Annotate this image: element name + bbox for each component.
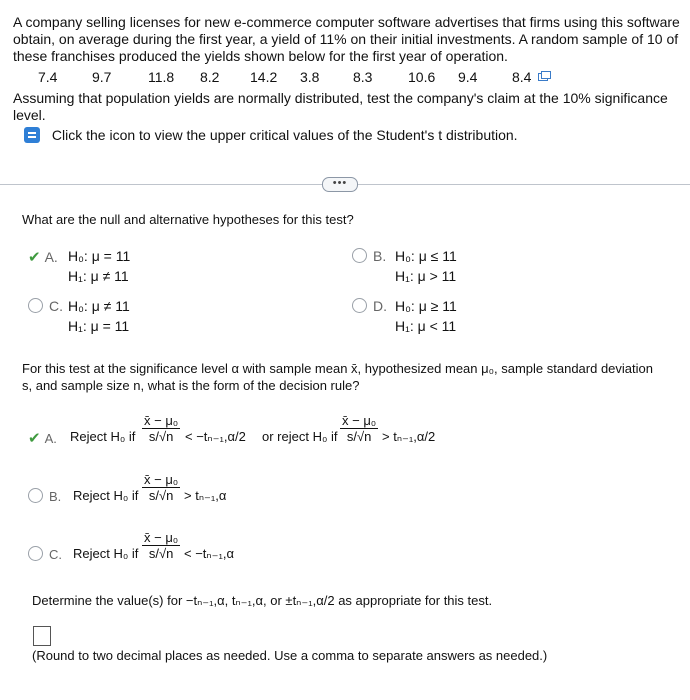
t-table-link[interactable] [24,127,518,144]
fraction-denominator: s/√n [148,488,174,503]
problem-line-4: Assuming that population yields are normally distributed, test the company's claim at the 10% significance [13,90,668,106]
t-table-link-text[interactable]: Click the icon to view the upper critical values of the Student's t distribution. [51,127,518,143]
fraction-numerator: x̄ − μ₀ [144,530,179,545]
q2-option-b-cmp: > tₙ₋₁,α [184,488,227,503]
q1-prompt: What are the null and alternative hypotheses for this test? [22,212,354,227]
fraction-numerator: x̄ − μ₀ [144,472,179,487]
q1-option-c[interactable]: C. [28,298,63,314]
fraction-denominator: s/√n [148,546,174,561]
q2-option-a[interactable]: ✔ A. [28,430,57,447]
q1-option-d-h1: H₁: μ < 11 [395,318,457,334]
q2-option-c-prefix: Reject H₀ if [73,546,139,561]
radio-button[interactable] [28,546,43,561]
radio-button[interactable] [352,298,367,313]
q2-option-a-prefix: Reject H₀ if [70,429,136,444]
problem-line-3: these franchises produced the yields shown below for the first year of operation. [13,48,508,64]
q2-option-b-prefix: Reject H₀ if [73,488,139,503]
expand-more-button[interactable]: ••• [322,177,358,192]
q2-prompt-line-2: s, and sample size n, what is the form of the decision rule? [22,378,360,393]
test-statistic-fraction [142,530,180,561]
q1-option-a-h0: H₀: μ = 11 [68,248,131,264]
q2-option-a-mid: or reject H₀ if [262,429,338,444]
q3-hint: (Round to two decimal places as needed. Use a comma to separate answers as needed.) [32,648,548,663]
q1-option-b-h0: H₀: μ ≤ 11 [395,248,457,264]
yield-value: 11.8 [148,69,175,85]
q3-prompt: Determine the value(s) for −tₙ₋₁,α, tₙ₋₁,α, or ±tₙ₋₁,α/2 as appropriate for this test. [32,593,493,608]
yield-value: 8.2 [200,69,220,85]
yield-value: 8.3 [353,69,373,85]
yield-value: 3.8 [300,69,320,85]
copy-data-icon[interactable] [538,70,551,86]
q2-option-b[interactable]: B. [28,488,61,504]
q2-option-c-cmp: < −tₙ₋₁,α [184,546,234,561]
q2-option-a-cmp2: > tₙ₋₁,α/2 [382,429,436,444]
yield-value: 7.4 [38,69,58,85]
q2-prompt-line-1: For this test at the significance level α with sample mean x̄, hypothesized mean μ₀, sample standard deviation [22,361,653,376]
problem-line-2: obtain, on average during the first year, a yield of 11% on their initial investments. A random sample of 10 of [13,31,679,47]
q1-option-c-h0: H₀: μ ≠ 11 [68,298,130,314]
q1-option-d-h0: H₀: μ ≥ 11 [395,298,457,314]
q1-option-b[interactable]: B. [352,248,386,264]
problem-line-1: A company selling licenses for new e-commerce computer software advertises that firms using this software [13,14,680,30]
radio-button[interactable] [28,298,43,313]
yield-value: 9.4 [458,69,478,85]
test-statistic-fraction [142,472,180,503]
fraction-denominator: s/√n [346,429,372,444]
q2-option-a-cmp1: < −tₙ₋₁,α/2 [185,429,246,444]
q1-option-a-h1: H₁: μ ≠ 11 [68,268,129,284]
radio-button[interactable] [28,488,43,503]
q1-option-c-h1: H₁: μ = 11 [68,318,130,334]
test-statistic-fraction [340,413,378,444]
checkmark-icon: ✔ [28,249,41,266]
yield-value: 10.6 [408,69,436,85]
fraction-denominator: s/√n [148,429,174,444]
yield-value: 14.2 [250,69,278,85]
answer-input[interactable] [33,626,51,646]
table-icon[interactable] [24,127,40,143]
q1-option-a[interactable]: ✔ A. [28,249,58,266]
q2-option-c[interactable]: C. [28,546,62,562]
q1-option-b-h1: H₁: μ > 11 [395,268,457,284]
test-statistic-fraction [142,413,180,444]
checkmark-icon: ✔ [28,430,41,447]
fraction-numerator: x̄ − μ₀ [144,413,179,428]
fraction-numerator: x̄ − μ₀ [342,413,377,428]
radio-button[interactable] [352,248,367,263]
yield-value: 9.7 [92,69,112,85]
problem-line-5: level. [13,107,46,123]
yield-value: 8.4 [512,69,532,85]
q1-option-d[interactable]: D. [352,298,387,314]
